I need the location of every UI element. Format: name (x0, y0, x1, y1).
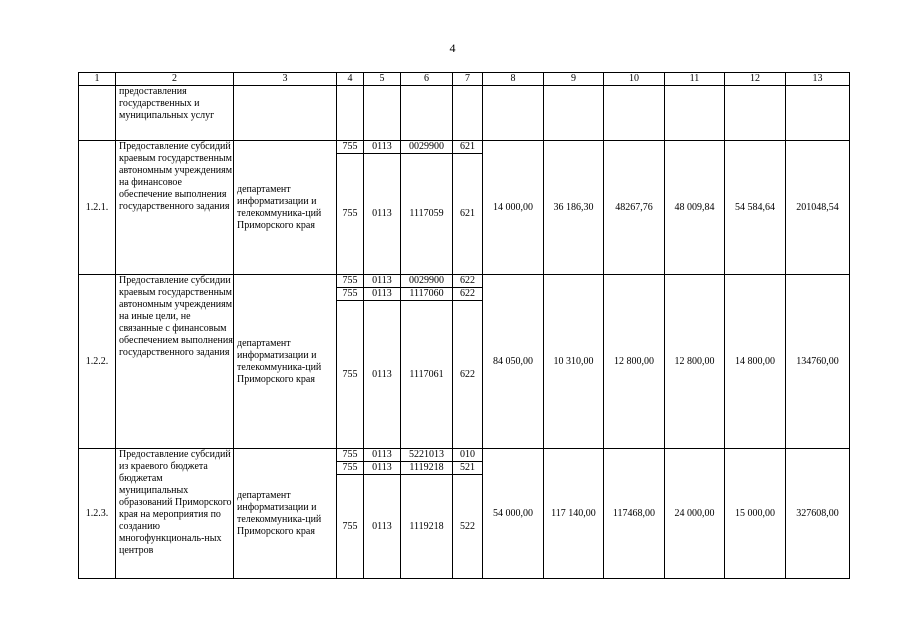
value-cell: 54 000,00 (483, 449, 544, 579)
code-section: 0113 (364, 462, 401, 475)
code-grbs: 755 (337, 288, 364, 301)
value-cell: 54 584,64 (725, 141, 786, 275)
code-grbs: 755 (337, 154, 364, 275)
code-target: 1117060 (401, 288, 453, 301)
code-type: 621 (453, 141, 483, 154)
column-header: 2 (116, 73, 234, 86)
code-target: 1119218 (401, 475, 453, 579)
code-section: 0113 (364, 154, 401, 275)
code-section: 0113 (364, 275, 401, 288)
code-target: 0029900 (401, 141, 453, 154)
row-number: 1.2.3. (79, 449, 116, 579)
value-cell: 117468,00 (604, 449, 665, 579)
code-type: 622 (453, 301, 483, 449)
code-type: 010 (453, 449, 483, 462)
row-executor: департамент информатизации и телекоммуника-ций Приморского края (234, 449, 337, 579)
code-target: 1117061 (401, 301, 453, 449)
total-cell: 201048,54 (786, 141, 850, 275)
code-grbs: 755 (337, 462, 364, 475)
code-type: 522 (453, 475, 483, 579)
code-grbs: 755 (337, 449, 364, 462)
column-header: 1 (79, 73, 116, 86)
value-cell: 36 186,30 (544, 141, 604, 275)
value-cell: 15 000,00 (725, 449, 786, 579)
code-section: 0113 (364, 449, 401, 462)
code-target: 1117059 (401, 154, 453, 275)
table-row (79, 449, 850, 462)
row-number: 1.2.2. (79, 275, 116, 449)
code-target: 5221013 (401, 449, 453, 462)
table-row (79, 141, 850, 154)
code-target: 0029900 (401, 275, 453, 288)
header-row (79, 73, 850, 86)
value-cell: 12 800,00 (604, 275, 665, 449)
value-cell: 14 000,00 (483, 141, 544, 275)
column-header: 7 (453, 73, 483, 86)
code-section: 0113 (364, 141, 401, 154)
total-cell: 134760,00 (786, 275, 850, 449)
code-type: 622 (453, 288, 483, 301)
code-section: 0113 (364, 288, 401, 301)
row-description: Предоставление субсидии краевым государственным автономным учреждениям на иные цели, не связанные с финансовым обеспечением выполнения государственного задания (116, 275, 234, 449)
code-type: 621 (453, 154, 483, 275)
value-cell: 10 310,00 (544, 275, 604, 449)
column-header: 13 (786, 73, 850, 86)
column-header: 10 (604, 73, 665, 86)
column-header: 12 (725, 73, 786, 86)
row-executor: департамент информатизации и телекоммуника-ций Приморского края (234, 141, 337, 275)
code-section: 0113 (364, 475, 401, 579)
code-grbs: 755 (337, 275, 364, 288)
code-target: 1119218 (401, 462, 453, 475)
row-executor: департамент информатизации и телекоммуника-ций Приморского края (234, 275, 337, 449)
value-cell: 117 140,00 (544, 449, 604, 579)
column-header: 6 (401, 73, 453, 86)
value-cell: 84 050,00 (483, 275, 544, 449)
row-description: Предоставление субсидий из краевого бюджета бюджетам муниципальных образований Приморского края на мероприятия по созданию многофункциональ-ных центров (116, 449, 234, 579)
column-header: 9 (544, 73, 604, 86)
column-header: 3 (234, 73, 337, 86)
code-grbs: 755 (337, 301, 364, 449)
page-number: 4 (449, 41, 456, 55)
code-type: 521 (453, 462, 483, 475)
code-section: 0113 (364, 301, 401, 449)
column-header: 4 (337, 73, 364, 86)
total-cell: 327608,00 (786, 449, 850, 579)
value-cell: 12 800,00 (665, 275, 725, 449)
budget-table (78, 72, 850, 579)
column-header: 8 (483, 73, 544, 86)
table-row (79, 275, 850, 288)
value-cell: 48267,76 (604, 141, 665, 275)
code-type: 622 (453, 275, 483, 288)
row-description: Предоставление субсидий краевым государственным автономным учреждениям на финансовое обеспечение выполнения государственного задания (116, 141, 234, 275)
value-cell: 48 009,84 (665, 141, 725, 275)
column-header: 5 (364, 73, 401, 86)
column-header: 11 (665, 73, 725, 86)
code-grbs: 755 (337, 475, 364, 579)
continuation-row (79, 86, 850, 141)
value-cell: 24 000,00 (665, 449, 725, 579)
row-number: 1.2.1. (79, 141, 116, 275)
row-description: предоставления государственных и муниципальных услуг (116, 86, 234, 141)
value-cell: 14 800,00 (725, 275, 786, 449)
code-grbs: 755 (337, 141, 364, 154)
